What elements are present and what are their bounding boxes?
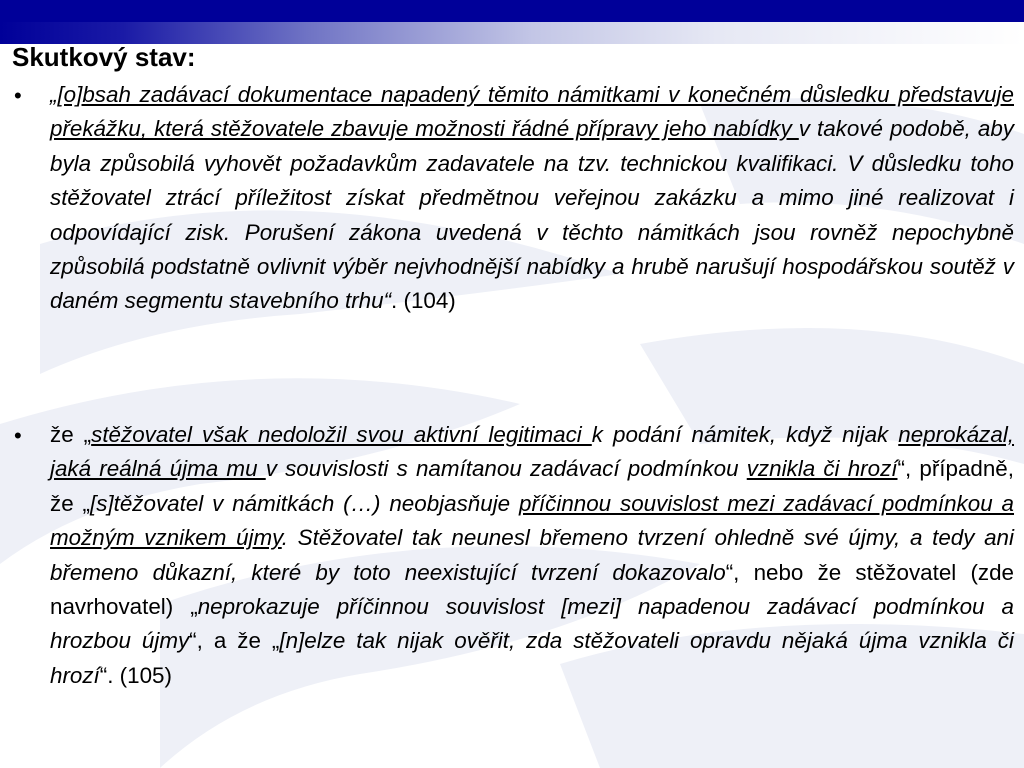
- citation-104: . (104): [391, 288, 456, 314]
- quote-text: neprokazuje příčinnou souvislost [mezi] napadenou zadávací podmínkou a hrozbou újmy: [50, 594, 1014, 654]
- paragraph-1: [50, 78, 1014, 319]
- quote-text: . Stěžovatel tak neunesl břemeno tvrzení ohledně své újmy, a tedy ani břemeno důkazní, které by toto neexistující tvrzení dokazovalo: [50, 525, 1014, 585]
- bullet-marker-1: •: [14, 83, 22, 108]
- quote-text: [s]těžovatel v námitkách (…) neobjasňuje: [90, 490, 520, 516]
- page-title: Skutkový stav:: [12, 42, 196, 72]
- quote-underlined: příčinnou souvislost mezi zadávací podmínkou a možným vznikem újmy: [50, 490, 1015, 551]
- quote-text: k podání námitek, když nijak: [591, 422, 899, 447]
- text-segment: “, a že „: [189, 628, 280, 654]
- paragraph-2: [50, 418, 1014, 693]
- quote-text: v souvislosti s namítanou zadávací podmínkou: [265, 456, 747, 482]
- quote-text: [n]elze tak nijak ověřit, zda stěžovateli opravdu nějaká újma vznikla či hrozí: [50, 628, 1014, 688]
- citation-105: “. (105): [99, 662, 172, 688]
- quote-underlined: neprokázal, jaká reálná újma mu: [50, 422, 1015, 482]
- text-segment: “, nebo že stěžovatel (zde navrhovatel) „: [50, 559, 1015, 620]
- quote-underlined: stěžovatel však nedoložil svou aktivní legitimaci: [91, 422, 592, 447]
- quote-underlined: „[o]bsah zadávací dokumentace napadený těmito námitkami v konečném důsledku představuje překážku, která stěžovatele zbavuje možnosti řádné přípravy jeho nabídky: [50, 82, 1014, 142]
- quote-underlined: vznikla či hrozí: [746, 456, 898, 482]
- text-segment: “, případně, že „: [50, 456, 1014, 516]
- bullet-marker-2: •: [14, 423, 22, 448]
- text-segment: že „: [50, 422, 92, 447]
- quote-text: v takové podobě, aby byla způsobilá vyhovět požadavkům zadavatele na tzv. technickou kvalifikaci. V důsledku toho stěžovatel ztrácí příležitost získat předmětnou veřejnou zakázku a mimo jiné realizovat i odpovídající zisk. Porušení zákona uvedená v těchto námitkách jsou rovněž nepochybně způsobilá podstatně ovlivnit výběr nejvhodnější nabídky a hrubě narušují hospodářskou soutěž v daném segmentu stavebního trhu“: [50, 116, 1014, 314]
